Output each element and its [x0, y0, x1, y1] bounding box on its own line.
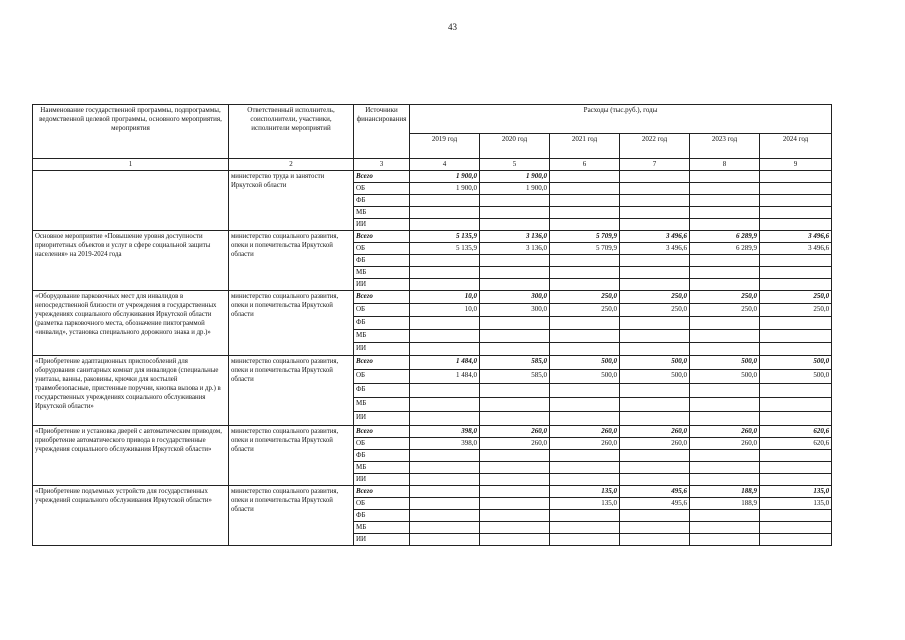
amount-cell — [550, 510, 620, 522]
amount-cell: 3 496,6 — [620, 231, 690, 243]
amount-cell — [620, 343, 690, 356]
header-year: 2019 год — [410, 134, 480, 159]
amount-cell — [550, 171, 620, 183]
expenses-table-body — [33, 171, 832, 546]
amount-cell — [480, 255, 550, 267]
table-row — [33, 171, 832, 183]
funding-source-cell: ФБ — [354, 384, 410, 398]
amount-cell: 260,0 — [550, 426, 620, 438]
amount-cell: 620,6 — [760, 438, 832, 450]
amount-cell: 5 135,9 — [410, 243, 480, 255]
header-year: 2022 год — [620, 134, 690, 159]
amount-cell — [410, 195, 480, 207]
header-year: 2024 год — [760, 134, 832, 159]
amount-cell — [480, 412, 550, 426]
table-row — [33, 291, 832, 304]
amount-cell: 260,0 — [690, 426, 760, 438]
amount-cell — [620, 522, 690, 534]
amount-cell: 135,0 — [760, 498, 832, 510]
amount-cell — [550, 522, 620, 534]
amount-cell: 5 135,9 — [410, 231, 480, 243]
amount-cell — [480, 195, 550, 207]
amount-cell — [480, 462, 550, 474]
amount-cell: 250,0 — [760, 291, 832, 304]
amount-cell — [410, 486, 480, 498]
executor-cell: министерство социального развития, опеки и попечительства Иркутской области — [229, 231, 354, 291]
table-row — [33, 426, 832, 438]
page-number: 43 — [448, 22, 457, 32]
amount-cell: 495,6 — [620, 498, 690, 510]
funding-source-cell: ИИ — [354, 343, 410, 356]
amount-cell — [620, 219, 690, 231]
amount-cell: 188,9 — [690, 486, 760, 498]
amount-cell — [620, 317, 690, 330]
amount-cell: 585,0 — [480, 356, 550, 370]
amount-cell — [550, 462, 620, 474]
amount-cell — [690, 510, 760, 522]
amount-cell — [690, 343, 760, 356]
amount-cell: 135,0 — [550, 486, 620, 498]
amount-cell: 250,0 — [690, 291, 760, 304]
amount-cell — [620, 474, 690, 486]
amount-cell — [410, 267, 480, 279]
amount-cell — [550, 398, 620, 412]
amount-cell — [760, 279, 832, 291]
amount-cell — [760, 343, 832, 356]
amount-cell — [410, 510, 480, 522]
funding-source-cell: ИИ — [354, 412, 410, 426]
program-name-cell: «Приобретение адаптационных приспособлений для оборудования санитарных комнат для инвалидов (специальные унитазы, ванны, раковины, крючки для костылей травмобезопасные, пристенные поручни, кнопка вызова и др.) в государственных учреждениях социального обслуживания Иркутской области» — [33, 356, 229, 426]
amount-cell — [550, 183, 620, 195]
header-expenses: Расходы (тыс.руб.), годы — [410, 105, 832, 134]
amount-cell: 1 900,0 — [480, 183, 550, 195]
amount-cell — [550, 255, 620, 267]
amount-cell — [690, 183, 760, 195]
amount-cell: 135,0 — [760, 486, 832, 498]
funding-source-cell: ОБ — [354, 183, 410, 195]
amount-cell — [480, 450, 550, 462]
expenses-table — [32, 104, 832, 546]
amount-cell — [480, 510, 550, 522]
amount-cell — [480, 486, 550, 498]
amount-cell — [410, 474, 480, 486]
funding-source-cell: Всего — [354, 426, 410, 438]
header-executor: Ответственный исполнитель, соисполнители, участники, исполнители мероприятий — [229, 105, 354, 159]
column-number: 7 — [620, 159, 690, 171]
funding-source-cell: МБ — [354, 522, 410, 534]
amount-cell: 500,0 — [760, 370, 832, 384]
amount-cell: 3 496,6 — [760, 243, 832, 255]
funding-source-cell: Всего — [354, 231, 410, 243]
funding-source-cell: ФБ — [354, 255, 410, 267]
amount-cell: 10,0 — [410, 304, 480, 317]
amount-cell — [550, 384, 620, 398]
amount-cell — [690, 474, 760, 486]
executor-cell: министерство социального развития, опеки и попечительства Иркутской области — [229, 291, 354, 356]
amount-cell — [550, 195, 620, 207]
amount-cell — [620, 398, 690, 412]
funding-source-cell: Всего — [354, 291, 410, 304]
amount-cell — [690, 398, 760, 412]
amount-cell — [410, 279, 480, 291]
amount-cell — [410, 219, 480, 231]
column-number: 5 — [480, 159, 550, 171]
amount-cell: 3 136,0 — [480, 231, 550, 243]
amount-cell — [480, 207, 550, 219]
executor-cell: министерство социального развития, опеки и попечительства Иркутской области — [229, 426, 354, 486]
executor-cell: министерство социального развития, опеки и попечительства Иркутской области — [229, 356, 354, 426]
column-number: 1 — [33, 159, 229, 171]
table-row — [33, 486, 832, 498]
amount-cell: 260,0 — [480, 438, 550, 450]
amount-cell — [690, 412, 760, 426]
amount-cell — [620, 384, 690, 398]
amount-cell — [690, 207, 760, 219]
program-name-cell: «Оборудование парковочных мест для инвалидов в непосредственной близости от учреждения в государственных учреждениях социального обслуживания Иркутской области (разметка парковочного места, обозначение пиктограммой «инвалид», установка специального дорожного знака и др.)» — [33, 291, 229, 356]
header-year: 2021 год — [550, 134, 620, 159]
amount-cell — [690, 450, 760, 462]
amount-cell: 6 289,9 — [690, 243, 760, 255]
amount-cell — [480, 522, 550, 534]
amount-cell: 260,0 — [550, 438, 620, 450]
amount-cell — [620, 279, 690, 291]
amount-cell — [760, 317, 832, 330]
amount-cell — [620, 330, 690, 343]
funding-source-cell: Всего — [354, 171, 410, 183]
amount-cell — [690, 317, 760, 330]
amount-cell — [410, 450, 480, 462]
amount-cell — [620, 450, 690, 462]
amount-cell — [690, 330, 760, 343]
amount-cell — [620, 534, 690, 546]
executor-cell: министерство социального развития, опеки и попечительства Иркутской области — [229, 486, 354, 546]
amount-cell — [480, 343, 550, 356]
amount-cell — [690, 195, 760, 207]
funding-source-cell: ФБ — [354, 195, 410, 207]
amount-cell — [410, 255, 480, 267]
amount-cell — [410, 412, 480, 426]
program-name-cell: «Приобретение и установка дверей с автоматическим приводом, приобретение автоматического привода в государственные учреждения социального обслуживания Иркутской области» — [33, 426, 229, 486]
column-number: 4 — [410, 159, 480, 171]
funding-source-cell: ОБ — [354, 498, 410, 510]
amount-cell — [760, 462, 832, 474]
funding-source-cell: МБ — [354, 330, 410, 343]
amount-cell — [480, 384, 550, 398]
amount-cell — [760, 398, 832, 412]
amount-cell — [480, 330, 550, 343]
amount-cell — [550, 412, 620, 426]
amount-cell — [480, 317, 550, 330]
program-name-cell: «Приобретение подъемных устройств для государственных учреждений социального обслуживания Иркутской области» — [33, 486, 229, 546]
amount-cell — [690, 267, 760, 279]
table-row — [33, 356, 832, 370]
amount-cell — [550, 279, 620, 291]
amount-cell — [760, 450, 832, 462]
funding-source-cell: ИИ — [354, 279, 410, 291]
amount-cell — [690, 279, 760, 291]
amount-cell: 300,0 — [480, 291, 550, 304]
amount-cell — [550, 343, 620, 356]
amount-cell — [620, 462, 690, 474]
funding-source-cell: ФБ — [354, 510, 410, 522]
amount-cell: 3 496,6 — [760, 231, 832, 243]
amount-cell — [410, 534, 480, 546]
amount-cell: 500,0 — [690, 370, 760, 384]
amount-cell — [690, 534, 760, 546]
amount-cell: 6 289,9 — [690, 231, 760, 243]
amount-cell: 260,0 — [620, 438, 690, 450]
amount-cell — [410, 498, 480, 510]
amount-cell: 1 900,0 — [480, 171, 550, 183]
amount-cell — [760, 171, 832, 183]
amount-cell: 1 900,0 — [410, 171, 480, 183]
amount-cell — [550, 534, 620, 546]
amount-cell: 500,0 — [620, 370, 690, 384]
amount-cell: 1 484,0 — [410, 370, 480, 384]
amount-cell — [550, 317, 620, 330]
amount-cell: 500,0 — [760, 356, 832, 370]
amount-cell: 398,0 — [410, 438, 480, 450]
amount-cell — [690, 462, 760, 474]
amount-cell: 250,0 — [550, 291, 620, 304]
amount-cell — [760, 384, 832, 398]
amount-cell: 500,0 — [690, 356, 760, 370]
header-funding-source: Источники финансирования — [354, 105, 410, 159]
amount-cell — [760, 474, 832, 486]
amount-cell — [690, 255, 760, 267]
amount-cell: 1 900,0 — [410, 183, 480, 195]
amount-cell — [760, 195, 832, 207]
amount-cell — [620, 207, 690, 219]
amount-cell: 260,0 — [620, 426, 690, 438]
amount-cell — [480, 398, 550, 412]
amount-cell: 250,0 — [620, 304, 690, 317]
funding-source-cell: Всего — [354, 486, 410, 498]
amount-cell — [760, 534, 832, 546]
header-year: 2023 год — [690, 134, 760, 159]
amount-cell: 300,0 — [480, 304, 550, 317]
amount-cell — [410, 462, 480, 474]
amount-cell — [760, 207, 832, 219]
amount-cell — [410, 522, 480, 534]
amount-cell — [760, 412, 832, 426]
amount-cell — [550, 207, 620, 219]
amount-cell: 135,0 — [550, 498, 620, 510]
amount-cell: 495,6 — [620, 486, 690, 498]
amount-cell: 398,0 — [410, 426, 480, 438]
funding-source-cell: МБ — [354, 462, 410, 474]
amount-cell: 260,0 — [480, 426, 550, 438]
amount-cell — [480, 267, 550, 279]
amount-cell — [550, 267, 620, 279]
amount-cell — [620, 412, 690, 426]
amount-cell: 500,0 — [550, 370, 620, 384]
funding-source-cell: ИИ — [354, 219, 410, 231]
amount-cell — [620, 183, 690, 195]
amount-cell — [410, 398, 480, 412]
amount-cell — [760, 330, 832, 343]
amount-cell — [480, 534, 550, 546]
amount-cell — [480, 219, 550, 231]
amount-cell — [550, 330, 620, 343]
amount-cell — [410, 384, 480, 398]
amount-cell: 188,9 — [690, 498, 760, 510]
table-row — [33, 231, 832, 243]
amount-cell: 3 136,0 — [480, 243, 550, 255]
amount-cell — [760, 255, 832, 267]
amount-cell: 10,0 — [410, 291, 480, 304]
program-name-cell — [33, 171, 229, 231]
funding-source-cell: ОБ — [354, 370, 410, 384]
column-number: 8 — [690, 159, 760, 171]
amount-cell — [760, 219, 832, 231]
column-number: 6 — [550, 159, 620, 171]
amount-cell: 250,0 — [550, 304, 620, 317]
amount-cell — [410, 330, 480, 343]
amount-cell — [760, 522, 832, 534]
amount-cell: 250,0 — [690, 304, 760, 317]
amount-cell — [690, 384, 760, 398]
column-number: 3 — [354, 159, 410, 171]
header-year: 2020 год — [480, 134, 550, 159]
amount-cell: 5 709,9 — [550, 231, 620, 243]
amount-cell: 500,0 — [550, 356, 620, 370]
program-name-cell: Основное мероприятие «Повышение уровня доступности приоритетных объектов и услуг в сфере социальной защиты населения» на 2019-2024 года — [33, 231, 229, 291]
amount-cell — [480, 474, 550, 486]
amount-cell: 250,0 — [620, 291, 690, 304]
header-program-name: Наименование государственной программы, подпрограммы, ведомственной целевой программы, основного мероприятия, мероприятия — [33, 105, 229, 159]
column-number: 2 — [229, 159, 354, 171]
amount-cell — [410, 343, 480, 356]
column-number: 9 — [760, 159, 832, 171]
amount-cell — [550, 450, 620, 462]
amount-cell: 260,0 — [690, 438, 760, 450]
amount-cell — [620, 267, 690, 279]
executor-cell: министерство труда и занятости Иркутской области — [229, 171, 354, 231]
amount-cell: 5 709,9 — [550, 243, 620, 255]
amount-cell — [480, 279, 550, 291]
funding-source-cell: ОБ — [354, 243, 410, 255]
amount-cell: 500,0 — [620, 356, 690, 370]
funding-source-cell: ФБ — [354, 317, 410, 330]
funding-source-cell: Всего — [354, 356, 410, 370]
amount-cell: 3 496,6 — [620, 243, 690, 255]
amount-cell — [480, 498, 550, 510]
amount-cell: 250,0 — [760, 304, 832, 317]
amount-cell: 620,6 — [760, 426, 832, 438]
funding-source-cell: МБ — [354, 398, 410, 412]
amount-cell — [620, 510, 690, 522]
amount-cell: 1 484,0 — [410, 356, 480, 370]
amount-cell — [760, 183, 832, 195]
amount-cell — [690, 219, 760, 231]
funding-source-cell: МБ — [354, 207, 410, 219]
funding-source-cell: ОБ — [354, 304, 410, 317]
funding-source-cell: ФБ — [354, 450, 410, 462]
funding-source-cell: ОБ — [354, 438, 410, 450]
amount-cell — [550, 219, 620, 231]
amount-cell — [760, 267, 832, 279]
amount-cell — [690, 171, 760, 183]
funding-source-cell: МБ — [354, 267, 410, 279]
amount-cell — [620, 255, 690, 267]
amount-cell — [690, 522, 760, 534]
amount-cell — [760, 510, 832, 522]
amount-cell — [410, 317, 480, 330]
amount-cell — [620, 171, 690, 183]
amount-cell — [620, 195, 690, 207]
column-number-row — [33, 159, 832, 171]
amount-cell — [410, 207, 480, 219]
funding-source-cell: ИИ — [354, 474, 410, 486]
amount-cell — [550, 474, 620, 486]
amount-cell: 585,0 — [480, 370, 550, 384]
funding-source-cell: ИИ — [354, 534, 410, 546]
